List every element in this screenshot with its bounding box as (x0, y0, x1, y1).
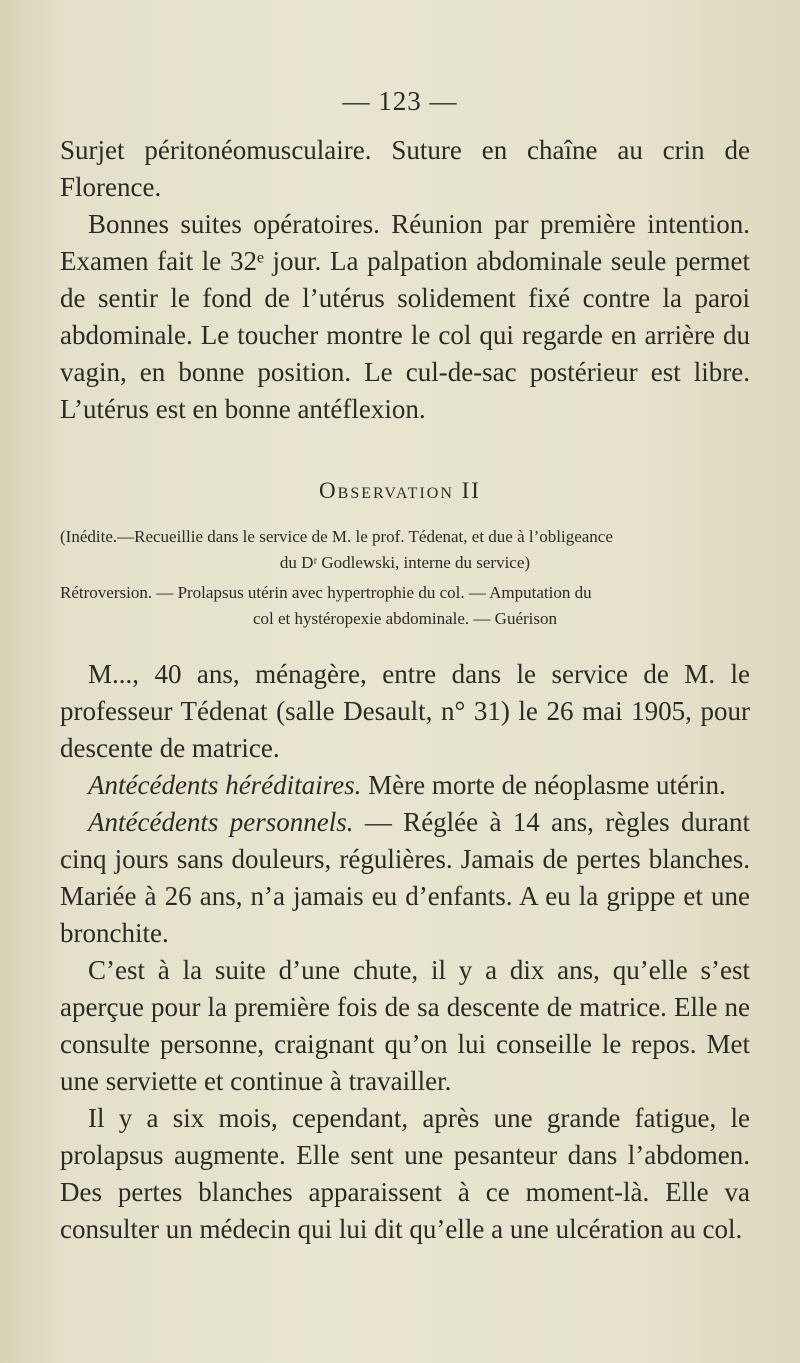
text-block-top (60, 132, 750, 428)
source-note-line-1: (Inédite.—Recueillie dans le service de M. le prof. Tédenat, et due à l’obligeance (60, 527, 613, 546)
hereditary-text: Mère morte de néoplasme utérin. (361, 770, 726, 800)
observation-title: Observation II (319, 478, 481, 503)
diagnosis-note-line-2: col et hystéropexie abdominale. — Guérison (252, 609, 558, 628)
paragraph-history: C’est à la suite d’une chute, il y a dix ans, qu’elle s’est aperçue pour la première fois de sa descente de matrice. Elle ne consulte personne, craignant qu’on lui conseille le repos. Met une serviette et continue à travailler. (60, 955, 750, 1096)
page-number: — 123 — (342, 86, 458, 116)
paragraph-personal (60, 804, 750, 952)
diagnosis-note (60, 580, 750, 632)
paragraph-suites: Bonnes suites opératoires. Réunion par première intention. Examen fait le 32ᵉ jour. La palpation abdominale seule permet de sentir le fond de l’utérus solidement fixé contre la paroi abdominale. Le toucher montre le col qui regarde en arrière du vagin, en bonne position. Le cul-de-sac postérieur est libre. L’utérus est en bonne antéflexion. (60, 209, 750, 424)
paragraph-hereditary (60, 767, 750, 804)
personal-label: Antécédents personnels. (88, 807, 354, 837)
source-note-line-2: du Dʳ Godlewski, interne du service) (279, 553, 531, 572)
source-note (60, 524, 750, 576)
hereditary-label: Antécédents héréditaires. (88, 770, 362, 800)
text-block-case (60, 656, 750, 1248)
diagnosis-note-line-1: Rétroversion. — Prolapsus utérin avec hypertrophie du col. — Amputation du (60, 583, 592, 602)
personal-text: — Réglée à 14 ans, règles durant cinq jours sans douleurs, régulières. Jamais de pertes blanches. Mariée à 26 ans, n’a jamais eu d’enfants. A eu la grippe et une bronchite. (60, 807, 750, 948)
paragraph-suture: Surjet péritonéomusculaire. Suture en chaîne au crin de Florence. (60, 135, 750, 202)
paragraph-admission: M..., 40 ans, ménagère, entre dans le service de M. le professeur Tédenat (salle Desault, n° 31) le 26 mai 1905, pour descente de matrice. (60, 659, 750, 763)
paragraph-recent: Il y a six mois, cependant, après une grande fatigue, le prolapsus augmente. Elle sent une pesanteur dans l’abdomen. Des pertes blanches apparaissent à ce moment-là. Elle va consulter un médecin qui lui dit qu’elle a une ulcération au col. (60, 1103, 750, 1244)
